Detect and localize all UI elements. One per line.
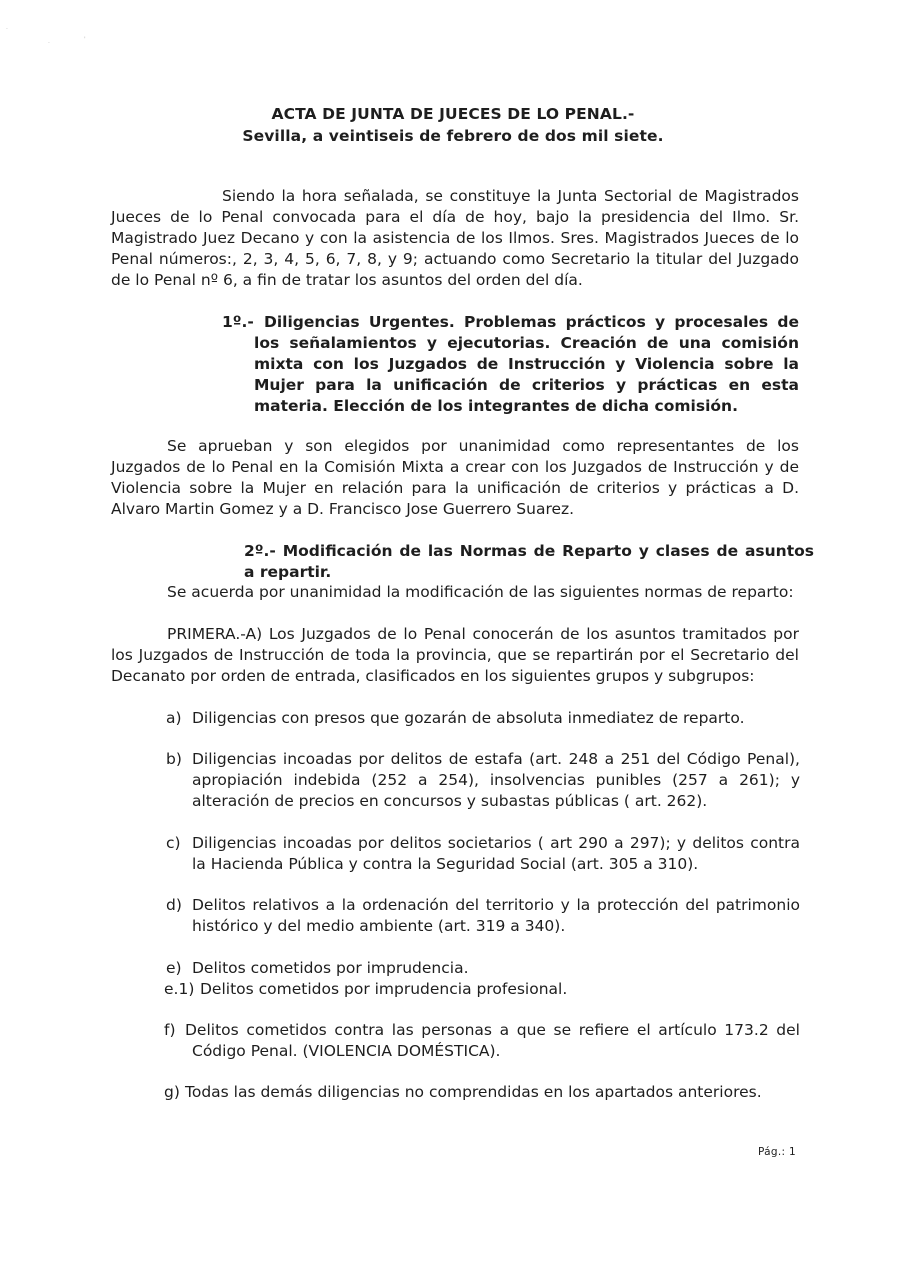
agenda-point-2-heading: 2º.- Modificación de las Normas de Reparto y clases de asuntos a repartir. <box>244 542 814 581</box>
scan-artifact-mark: ' <box>84 36 86 43</box>
list-item-label: c) <box>166 834 181 852</box>
list-item <box>166 708 800 729</box>
list-item <box>164 979 800 1000</box>
agenda-point-1-heading <box>222 312 799 417</box>
list-item-label: e.1) <box>164 980 195 998</box>
list-item <box>166 895 800 937</box>
list-item-text: Diligencias incoadas por delitos societarios ( art 290 a 297); y delitos contra la Hacienda Pública y contra la Seguridad Social (art. 305 a 310). <box>192 834 800 873</box>
agenda-point-1-number: 1º.- <box>222 313 254 331</box>
list-item <box>166 749 800 812</box>
agenda-point-1-heading-text: Diligencias Urgentes. Problemas prácticos y procesales de los señalamientos y ejecutorias. Creación de una comisión mixta con los Juzgados de Instrucción y Violencia sobre la Mujer para la unificación de criterios y prácticas en esta materia. Elección de los integrantes de dicha comisión. <box>254 313 799 415</box>
list-item <box>164 1082 800 1103</box>
document-subtitle-date: Sevilla, a veintiseis de febrero de dos mil siete. <box>242 127 664 145</box>
list-item <box>166 833 800 875</box>
list-item-label: g) <box>164 1083 180 1101</box>
list-item <box>166 958 800 979</box>
list-item-text: Diligencias con presos que gozarán de absoluta inmediatez de reparto. <box>192 709 745 727</box>
list-item-text: Todas las demás diligencias no comprendidas en los apartados anteriores. <box>185 1083 762 1101</box>
agenda-point-1-resolution: Se aprueban y son elegidos por unanimidad como representantes de los Juzgados de lo Penal en la Comisión Mixta a crear con los Juzgados de Instrucción y de Violencia sobre la Mujer en relación para la unificación de criterios y prácticas a D. Alvaro Martin Gomez y a D. Francisco Jose Guerrero Suarez. <box>111 437 799 518</box>
list-item-text: Delitos cometidos contra las personas a que se refiere el artículo 173.2 del Código Penal. (VIOLENCIA DOMÉSTICA). <box>185 1021 800 1060</box>
list-item-text: Delitos relativos a la ordenación del territorio y la protección del patrimonio histórico y del medio ambiente (art. 319 a 340). <box>192 896 800 935</box>
list-item-label: a) <box>166 709 182 727</box>
agenda-point-2-intro: Se acuerda por unanimidad la modificación de las siguientes normas de reparto: <box>167 583 794 601</box>
list-item-text: Diligencias incoadas por delitos de estafa (art. 248 a 251 del Código Penal), apropiación indebida (252 a 254), insolvencias punibles (257 a 261); y alteración de precios en concursos y subastas públicas ( art. 262). <box>192 750 800 810</box>
scan-artifact-mark: · <box>6 26 8 33</box>
list-item-text: Delitos cometidos por imprudencia profesional. <box>200 980 568 998</box>
list-item-label: f) <box>164 1021 176 1039</box>
list-item-label: e) <box>166 959 182 977</box>
list-item-text: Delitos cometidos por imprudencia. <box>192 959 469 977</box>
list-item-label: d) <box>166 896 182 914</box>
list-item-label: b) <box>166 750 182 768</box>
list-item <box>164 1020 800 1062</box>
intro-paragraph: Siendo la hora señalada, se constituye la Junta Sectorial de Magistrados Jueces de lo Penal convocada para el día de hoy, bajo la presidencia del Ilmo. Sr. Magistrado Juez Decano y con la asistencia de los Ilmos. Sres. Magistrados Jueces de lo Penal números:, 2, 3, 4, 5, 6, 7, 8, y 9; actuando como Secretario la titular del Juzgado de lo Penal nº 6, a fin de tratar los asuntos del orden del día. <box>111 187 799 289</box>
scan-artifact-mark: · <box>48 40 50 47</box>
document-title: ACTA DE JUNTA DE JUECES DE LO PENAL.- <box>271 105 635 123</box>
rule-primera-paragraph: PRIMERA.-A) Los Juzgados de lo Penal conocerán de los asuntos tramitados por los Juzgados de Instrucción de toda la provincia, que se repartirán por el Secretario del Decanato por orden de entrada, clasificados en los siguientes grupos y subgrupos: <box>111 625 799 685</box>
page-number: Pág.: 1 <box>758 1146 796 1158</box>
